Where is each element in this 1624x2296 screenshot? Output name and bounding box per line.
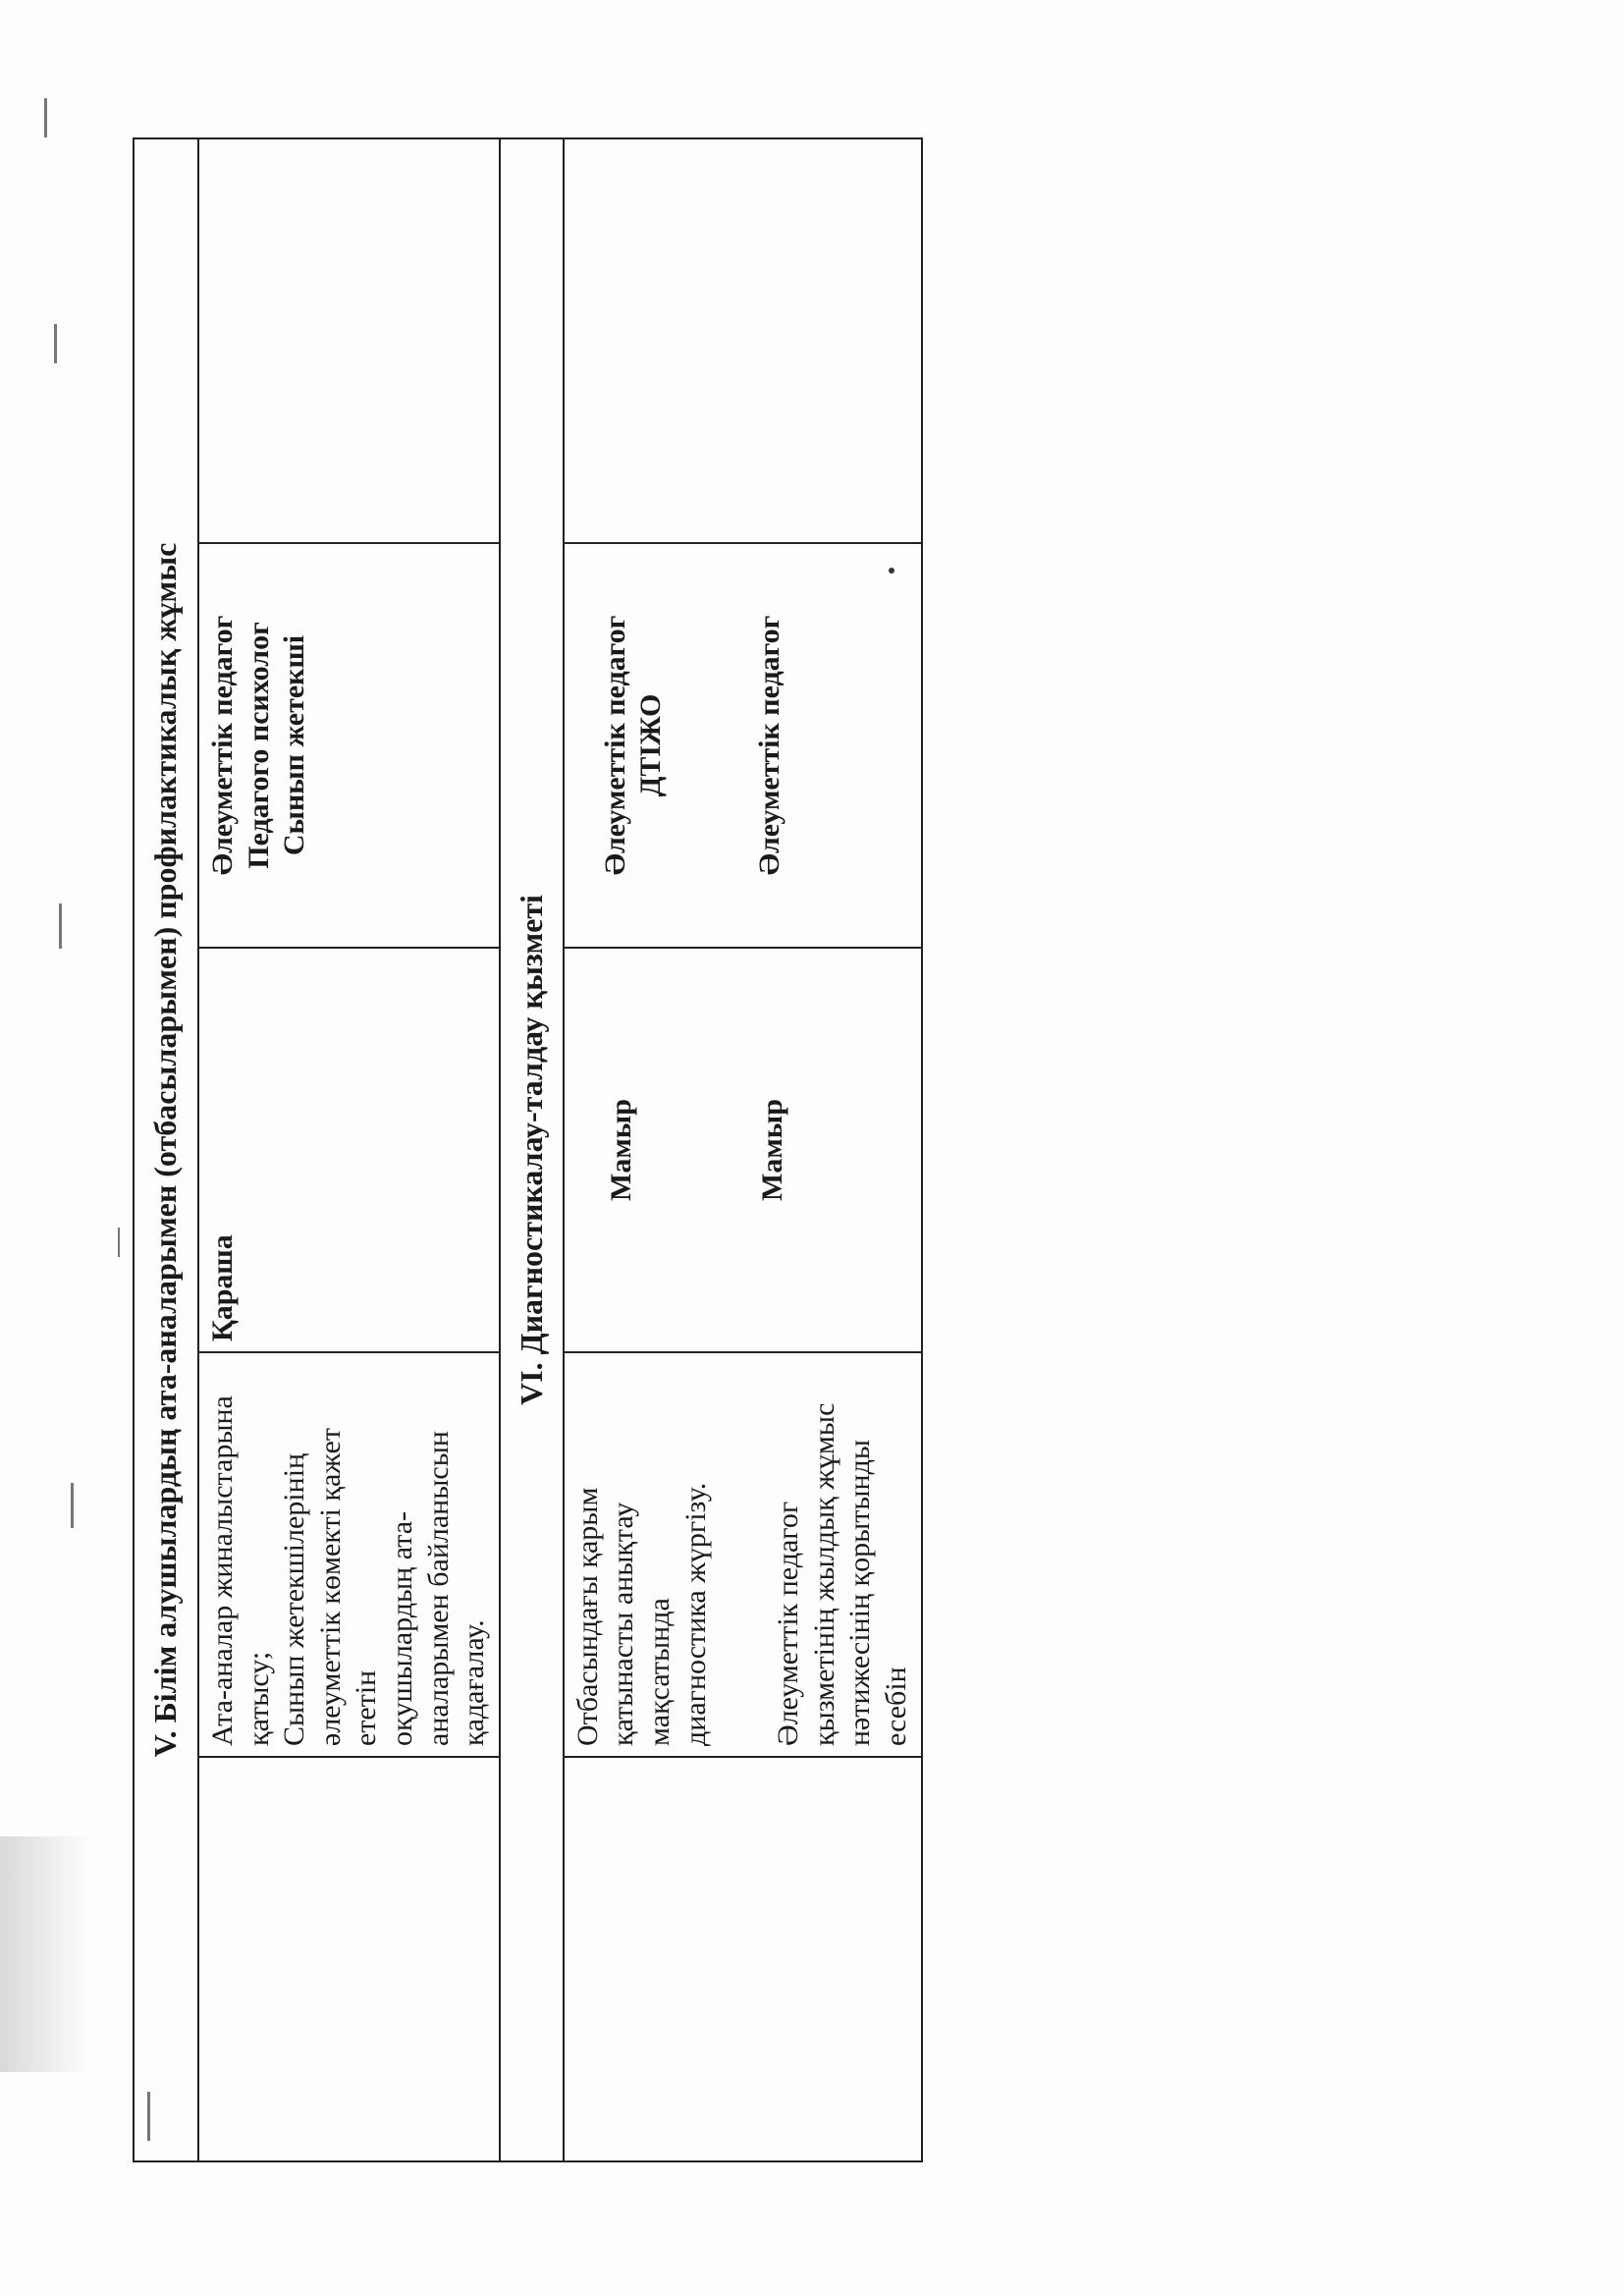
responsible-cell (564, 543, 922, 948)
note-cell (198, 138, 500, 543)
section-5-header-row (134, 138, 198, 2161)
event-line: нәтижесінің қорытынды есебін (843, 1440, 912, 1746)
event-line: оқушылардың ата-аналарымен байланысын қадағалау. (385, 1431, 491, 1746)
responsible-line: ДТІЖО (634, 693, 668, 797)
rotated-page-frame (133, 137, 912, 2162)
scan-mark (59, 903, 62, 949)
scan-mark (54, 324, 57, 363)
section-6-header-row (500, 138, 564, 2161)
event-line: Отбасындағы қарым қатынасты анықтау мақсатында (570, 1487, 676, 1746)
term-cell (198, 948, 500, 1352)
event-cell (564, 1352, 922, 1757)
responsible-line: Әлеуметтік педагог (206, 615, 239, 876)
responsible-line: Педагого психолог (242, 622, 275, 869)
responsible-line: Әлеуметтік педагог (752, 615, 785, 876)
table-row (198, 138, 500, 2161)
section-6-title: VI. Диагностикалау-талдау қызметі (500, 138, 564, 2161)
scan-mark (71, 1483, 74, 1528)
term-cell (564, 948, 922, 1352)
term-text: Мамыр (756, 1099, 789, 1201)
event-line: диагностика жүргізу. (678, 1482, 712, 1746)
row-number-cell (198, 1757, 500, 2161)
event-line: Әлеуметтік педагог қызметінің жылдық жұмыс (772, 1402, 840, 1746)
table-row (564, 138, 922, 2161)
responsible-line: Әлеуметтік педагог (598, 615, 631, 876)
scan-smudge (0, 1836, 88, 2072)
work-plan-table (133, 137, 923, 2162)
event-line: Сынып жетекшілерінің әлеуметтік көмекті қажет ететін (278, 1427, 383, 1746)
responsible-cell (198, 543, 500, 948)
section-5-title: V. Білім алушылардың ата-аналарымен (отбасыларымен) профилактикалық жұмыс (134, 138, 198, 2161)
term-text: Мамыр (604, 1099, 637, 1201)
event-cell (198, 1352, 500, 1757)
scan-mark (44, 98, 47, 137)
note-cell (564, 138, 922, 543)
responsible-line: Сынып жетекші (278, 634, 311, 856)
row-number-cell (564, 1757, 922, 2161)
term-text: Қараша (206, 1234, 239, 1341)
event-line: Ата-аналар жиналыстарына қатысу; (206, 1395, 275, 1746)
scan-mark (118, 1228, 120, 1257)
